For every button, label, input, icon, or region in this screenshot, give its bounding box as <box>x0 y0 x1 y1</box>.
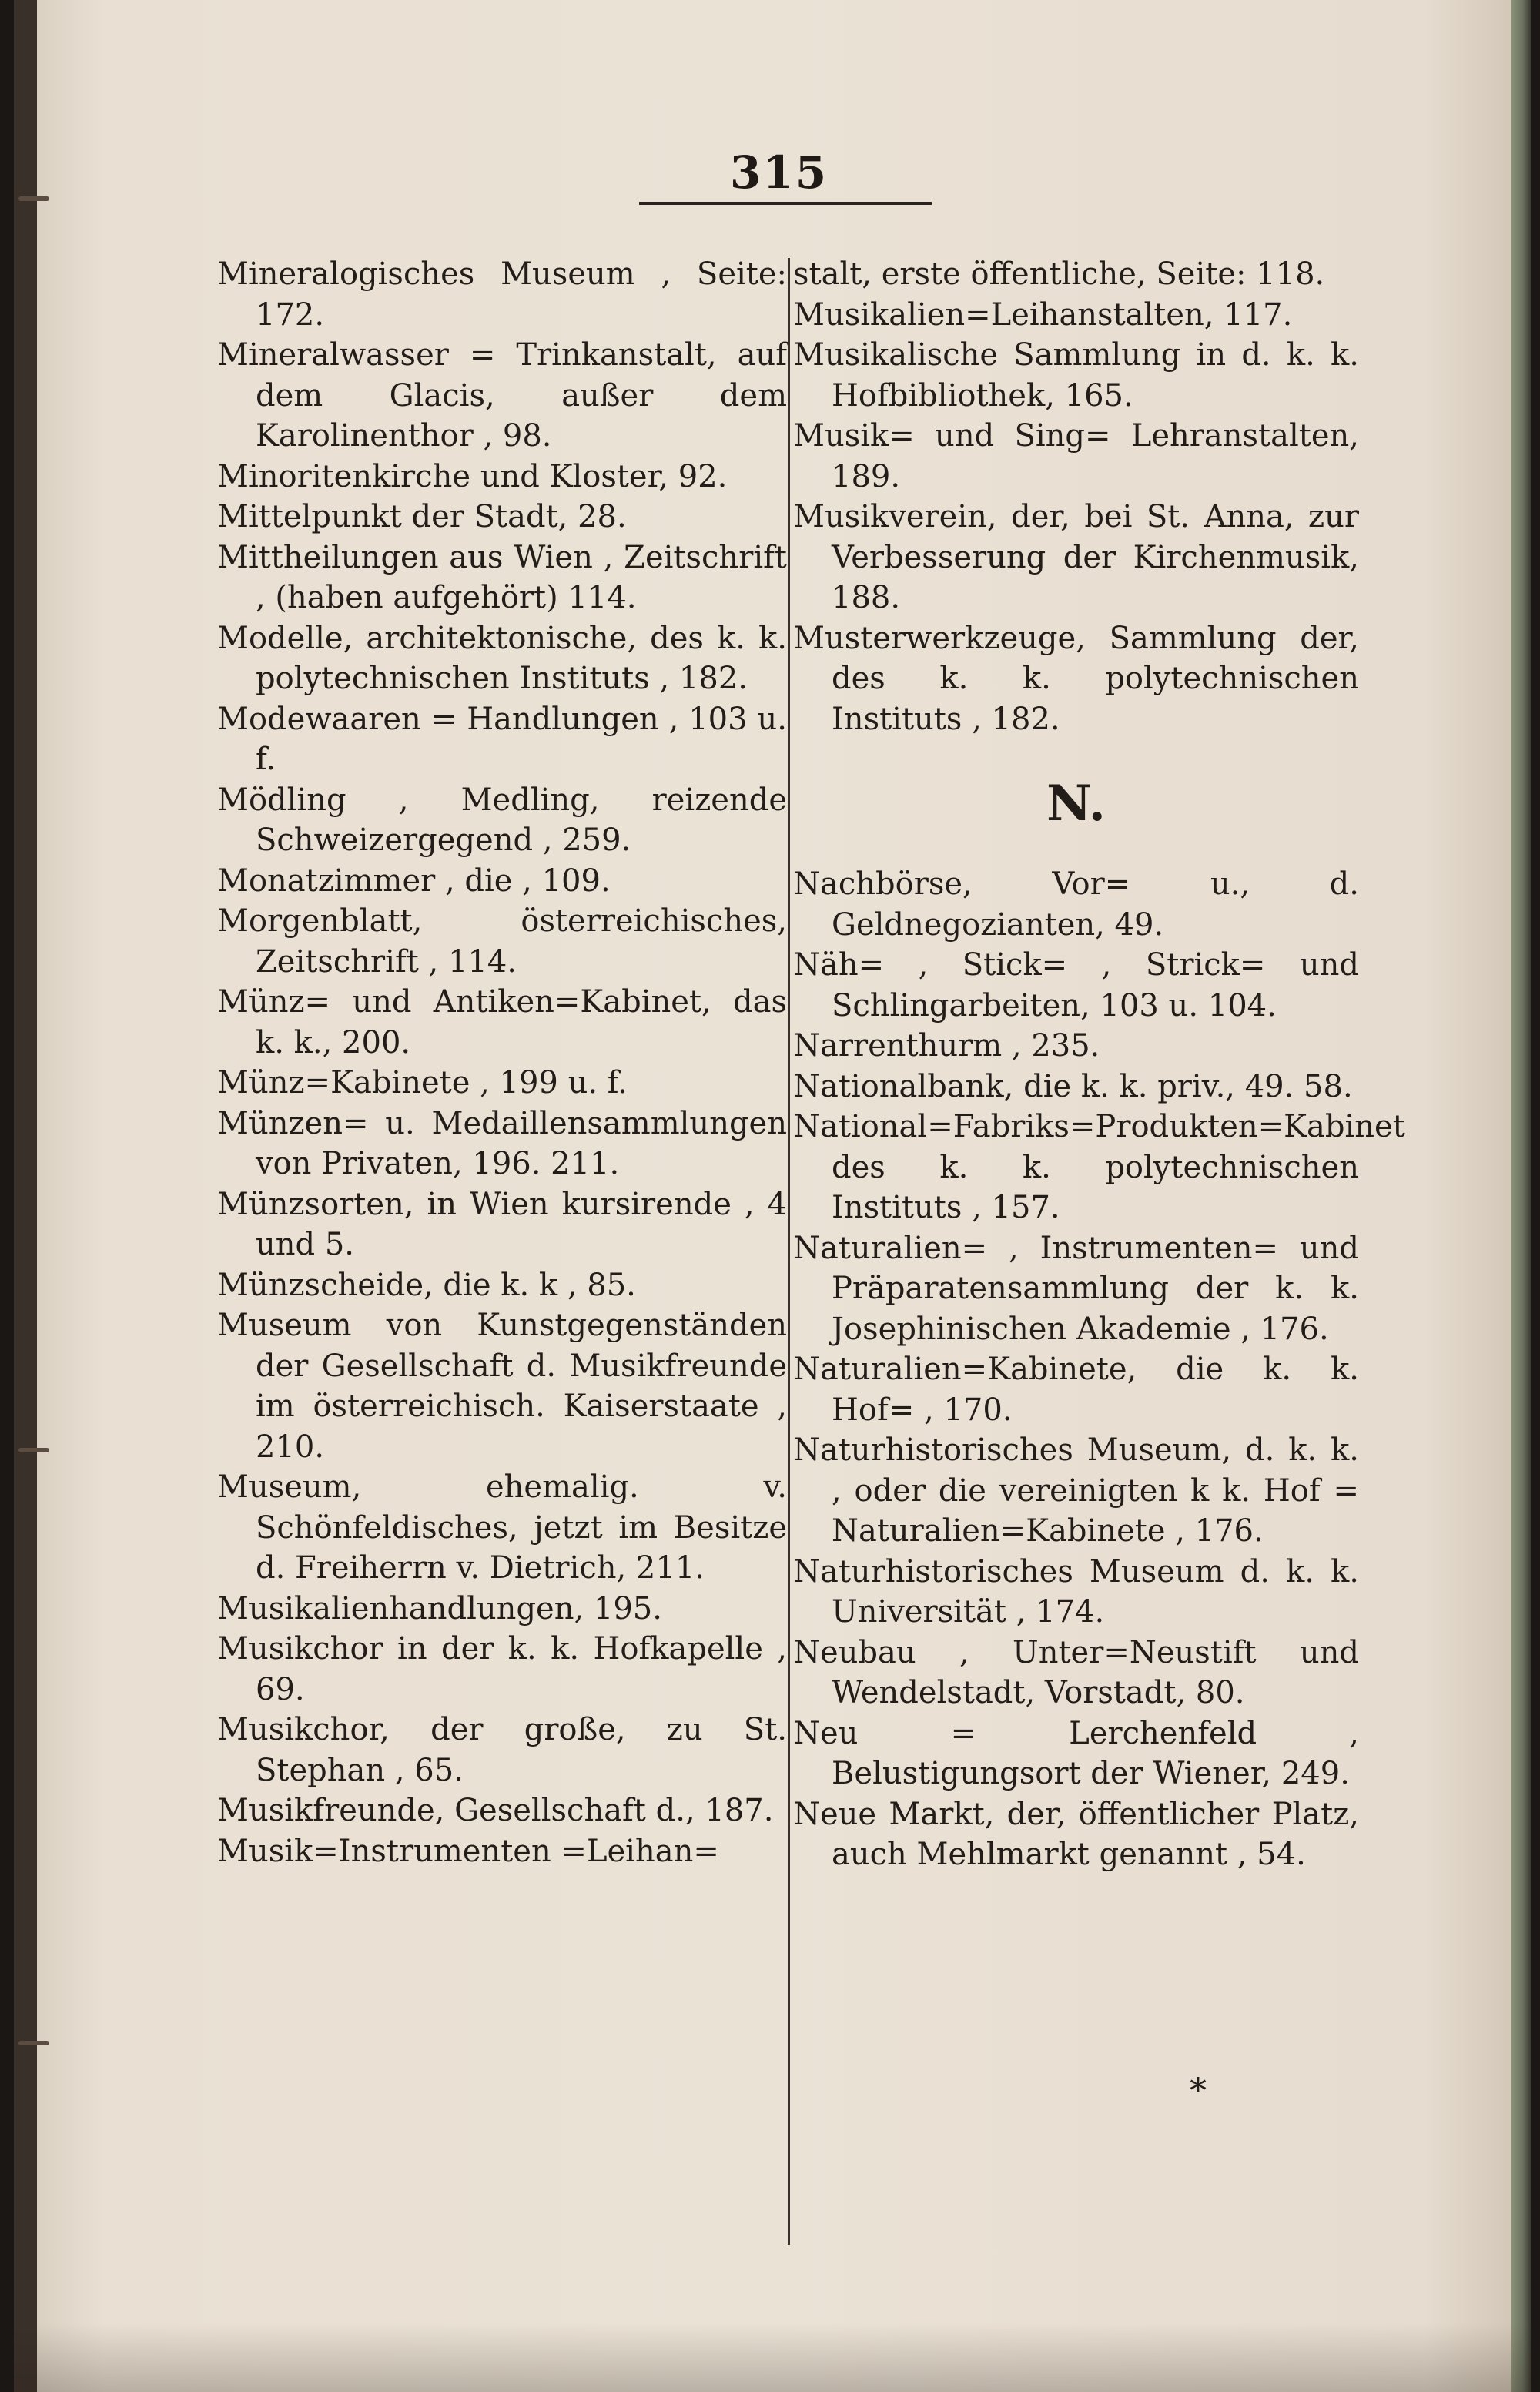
index-entry: Neubau , Unter=Neustift und Wendelstadt, Vorstadt, 80. <box>793 1634 1359 1710</box>
index-entry: Musterwerkzeuge, Sammlung der, des k. k. polytechnischen Instituts , 182. <box>793 620 1359 737</box>
index-entry: Münzsorten, in Wien kursirende , 4 und 5. <box>217 1186 787 1262</box>
index-entry: Mineralwasser = Trinkanstalt, auf dem Glacis, außer dem Karolinenthor , 98. <box>217 337 787 454</box>
binding-stitch <box>18 1448 49 1452</box>
index-entry: Musik=Instrumenten =Leihan= <box>217 1833 719 1869</box>
index-entry: Musik= und Sing= Lehranstalten, 189. <box>793 418 1359 494</box>
index-entry: Narrenthurm , 235. <box>793 1028 1100 1064</box>
right-column <box>793 254 1405 1875</box>
index-entry: Museum von Kunstgegenständen der Gesellschaft d. Musikfreunde im österreichisch. Kaiserstaate , 210. <box>217 1308 787 1465</box>
index-entry: Naturalien= , Instrumenten= und Präparatensammlung der k. k. Josephinischen Akademie , 176. <box>793 1230 1359 1347</box>
footer-mark: * <box>1190 2072 1207 2111</box>
binding-stitch <box>18 2041 49 2045</box>
index-entry: Näh= , Stick= , Strick= und Schlingarbeiten, 103 u. 104. <box>793 947 1359 1023</box>
index-entry: Monatzimmer , die , 109. <box>217 863 611 899</box>
index-entry: Nationalbank, die k. k. priv., 49. 58. <box>793 1068 1353 1104</box>
index-entry: Musikalien=Leihanstalten, 117. <box>793 296 1293 333</box>
index-entry: Musikalische Sammlung in d. k. k. Hofbibliothek, 165. <box>793 337 1359 414</box>
right-column-bottom <box>793 864 1405 1875</box>
section-letter-heading: N. <box>1046 775 1106 833</box>
index-entry: Museum, ehemalig. v. Schönfeldisches, jetzt im Besitze d. Freiherrn v. Dietrich, 211. <box>217 1469 787 1586</box>
index-entry: stalt, erste öffentliche, Seite: 118. <box>793 256 1325 292</box>
index-entry: Musikchor in der k. k. Hofkapelle , 69. <box>217 1631 787 1707</box>
index-entry: Mödling , Medling, reizende Schweizergegend , 259. <box>217 782 787 858</box>
book-cover-edge <box>1511 0 1531 2392</box>
index-entry: Neu = Lerchenfeld , Belustigungsort der Wiener, 249. <box>793 1715 1359 1791</box>
index-entry: Münzen= u. Medaillensammlungen von Privaten, 196. 211. <box>217 1105 787 1181</box>
index-entry: Mineralogisches Museum , Seite: 172. <box>217 256 787 333</box>
index-entry: Musikchor, der große, zu St. Stephan , 65. <box>217 1712 787 1788</box>
right-column-top <box>793 254 1359 739</box>
index-entry: Neue Markt, der, öffentlicher Platz, auch Mehlmarkt genannt , 54. <box>793 1796 1359 1872</box>
index-entry: Mittheilungen aus Wien , Zeitschrift , (haben aufgehört) 114. <box>217 539 787 615</box>
header-rule <box>639 202 932 205</box>
binding-stitch <box>18 196 49 201</box>
index-entry: Nachbörse, Vor= u., d. Geldnegozianten, 49. <box>793 866 1359 943</box>
index-entry: Mittelpunkt der Stadt, 28. <box>217 499 627 534</box>
index-entry: Naturhistorisches Museum, d. k. k. , oder die vereinigten k k. Hof = Naturalien=Kabinete , 176. <box>793 1432 1359 1549</box>
left-column <box>217 254 787 1871</box>
index-entry: Musikalienhandlungen, 195. <box>217 1590 662 1626</box>
page-shadow <box>14 2323 1531 2392</box>
index-entry: Minoritenkirche und Kloster, 92. <box>217 458 728 494</box>
index-entry: Münz=Kabinete , 199 u. f. <box>217 1065 628 1101</box>
index-entry: National=Fabriks=Produkten=Kabinet des k. k. polytechnischen Instituts , 157. <box>793 1109 1405 1225</box>
book-spine <box>14 0 37 2392</box>
index-entry: Naturalien=Kabinete, die k. k. Hof= , 170. <box>793 1352 1359 1428</box>
index-entry: Morgenblatt, österreichisches, Zeitschrift , 114. <box>217 903 787 980</box>
index-entry: Musikverein, der, bei St. Anna, zur Verbesserung der Kirchenmusik, 188. <box>793 499 1359 615</box>
column-divider <box>788 258 790 2245</box>
index-entry: Münzscheide, die k. k , 85. <box>217 1267 636 1303</box>
index-entry: Modewaaren = Handlungen , 103 u. f. <box>217 701 787 777</box>
index-entry: Naturhistorisches Museum d. k. k. Universität , 174. <box>793 1553 1359 1630</box>
index-entry: Münz= und Antiken=Kabinet, das k. k., 200. <box>217 984 787 1060</box>
page-number: 315 <box>730 146 829 199</box>
index-entry: Modelle, architektonische, des k. k. polytechnischen Instituts , 182. <box>217 620 787 696</box>
index-entry: Musikfreunde, Gesellschaft d., 187. <box>217 1793 774 1828</box>
